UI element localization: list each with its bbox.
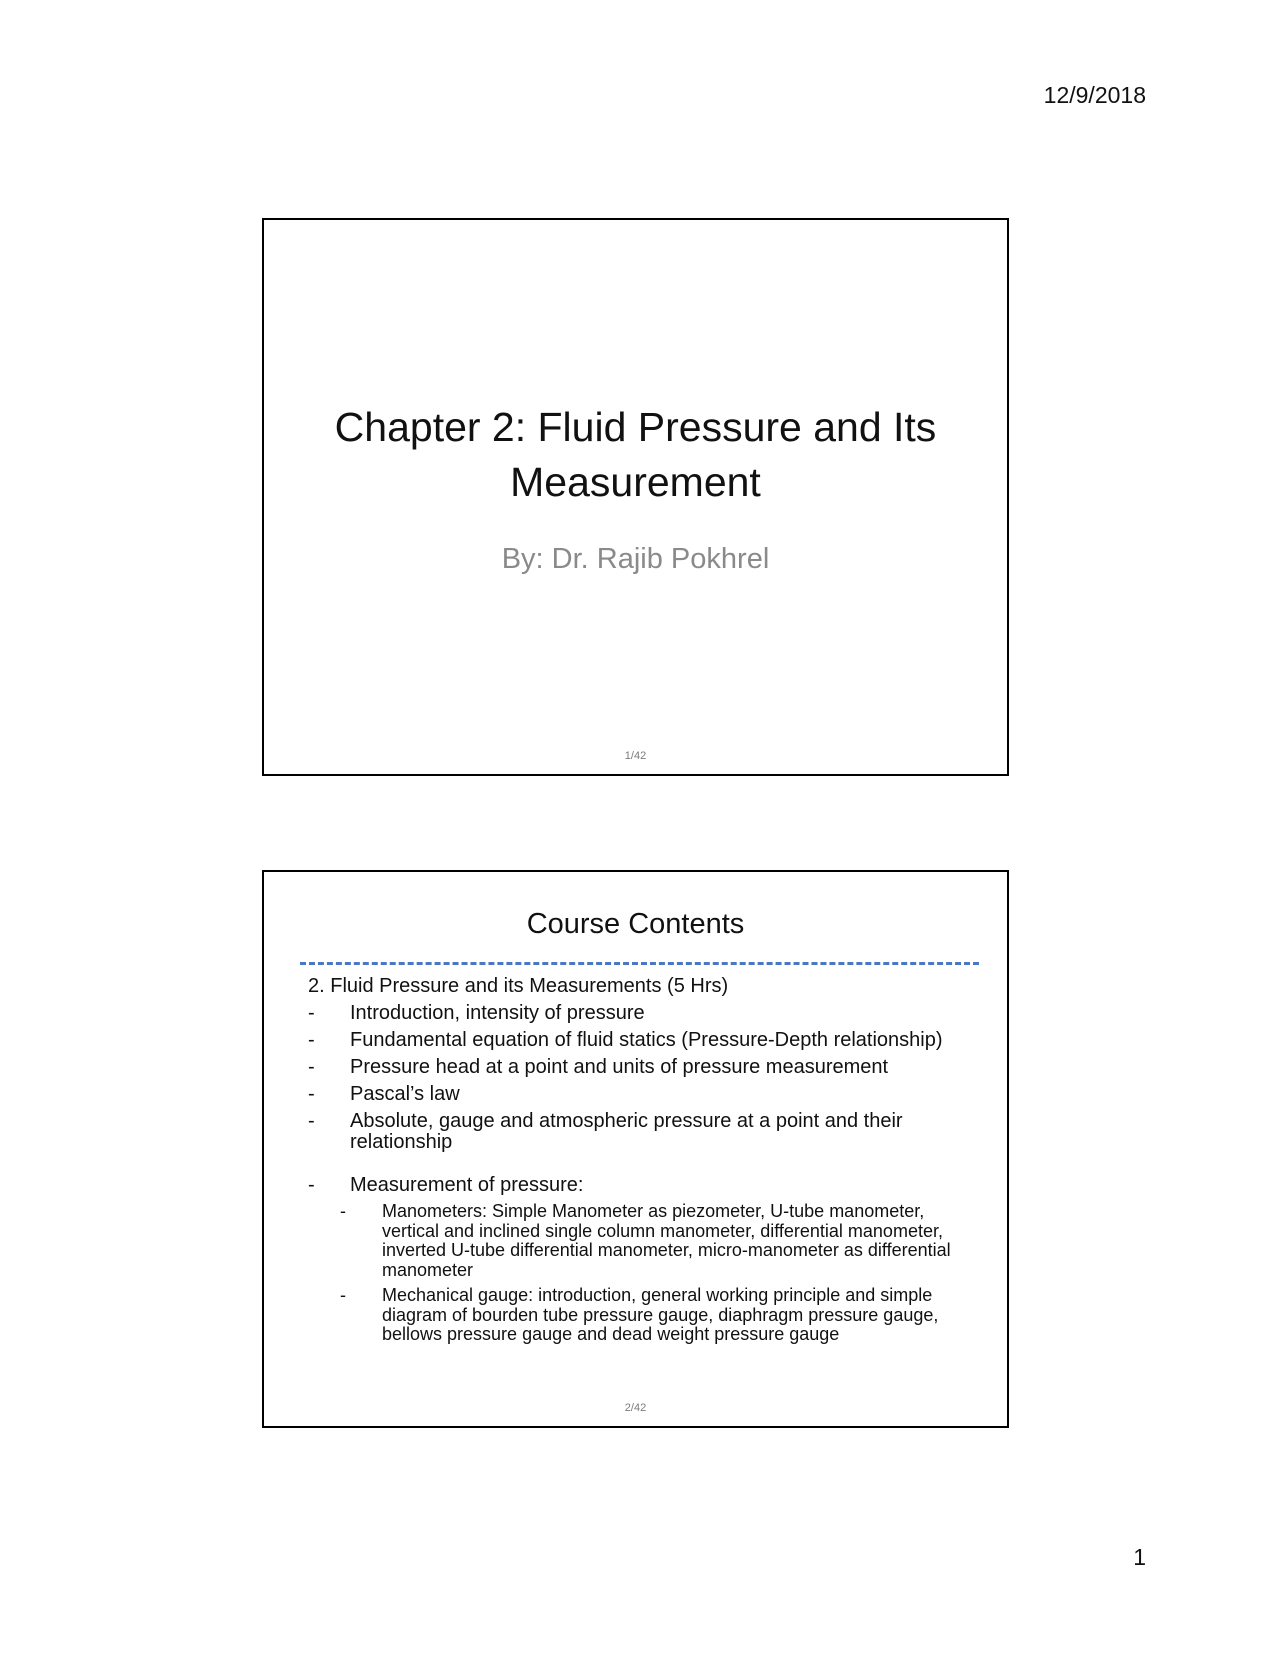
list-item-text: Pressure head at a point and units of pressure measurement: [350, 1056, 889, 1078]
list-item-text: Pascal’s law: [350, 1083, 460, 1105]
title-block: [264, 400, 1007, 576]
sub-list-item: [340, 1202, 971, 1280]
sub-list: [340, 1202, 971, 1345]
sub-list-item-text: Manometers: Simple Manometer as piezometer, U-tube manometer, vertical and inclined single column manometer, differential manometer, inverted U-tube differential manometer, micro-manometer as differential manometer: [382, 1201, 951, 1280]
bullet-dash: -: [308, 1110, 315, 1132]
slide-1: [262, 218, 1009, 776]
list-item-text: Measurement of pressure:: [350, 1174, 584, 1196]
list-item-text: Introduction, intensity of pressure: [350, 1002, 645, 1024]
bullet-dash: -: [308, 1002, 315, 1024]
list-item: [308, 1111, 971, 1153]
bullet-dash: -: [308, 1056, 315, 1078]
list-item: [308, 1084, 971, 1105]
bullet-dash: -: [340, 1201, 346, 1221]
sub-list-item: [340, 1286, 971, 1345]
slide-2: [262, 870, 1009, 1428]
bullet-dash: -: [308, 1029, 315, 1051]
course-contents-body: [308, 976, 971, 1351]
dashed-divider: [300, 962, 979, 965]
slide-number: 1/42: [624, 750, 647, 762]
slide-title: Course Contents: [526, 908, 745, 940]
list-item-text: Absolute, gauge and atmospheric pressure at a point and their relationship: [350, 1110, 903, 1153]
slide-number: 2/42: [624, 1402, 647, 1414]
list-item: [308, 1175, 971, 1196]
contents-heading: 2. Fluid Pressure and its Measurements (5 Hrs): [308, 975, 729, 997]
list-item-text: Fundamental equation of fluid statics (Pressure-Depth relationship): [350, 1029, 943, 1051]
list-item: [308, 1003, 971, 1024]
page-date: 12/9/2018: [1043, 82, 1146, 108]
slide-title: Chapter 2: Fluid Pressure and Its Measurement: [334, 404, 937, 505]
slide-author: By: Dr. Rajib Pokhrel: [501, 543, 770, 575]
bullet-dash: -: [308, 1174, 315, 1196]
sub-list-item-text: Mechanical gauge: introduction, general working principle and simple diagram of bourden tube pressure gauge, diaphragm pressure gauge, bellows pressure gauge and dead weight pressure gauge: [382, 1285, 939, 1344]
bullet-dash: -: [340, 1285, 346, 1305]
list-item: [308, 1030, 971, 1051]
bullet-dash: -: [308, 1083, 315, 1105]
list-item: [308, 1057, 971, 1078]
page-number: 1: [1133, 1544, 1146, 1570]
